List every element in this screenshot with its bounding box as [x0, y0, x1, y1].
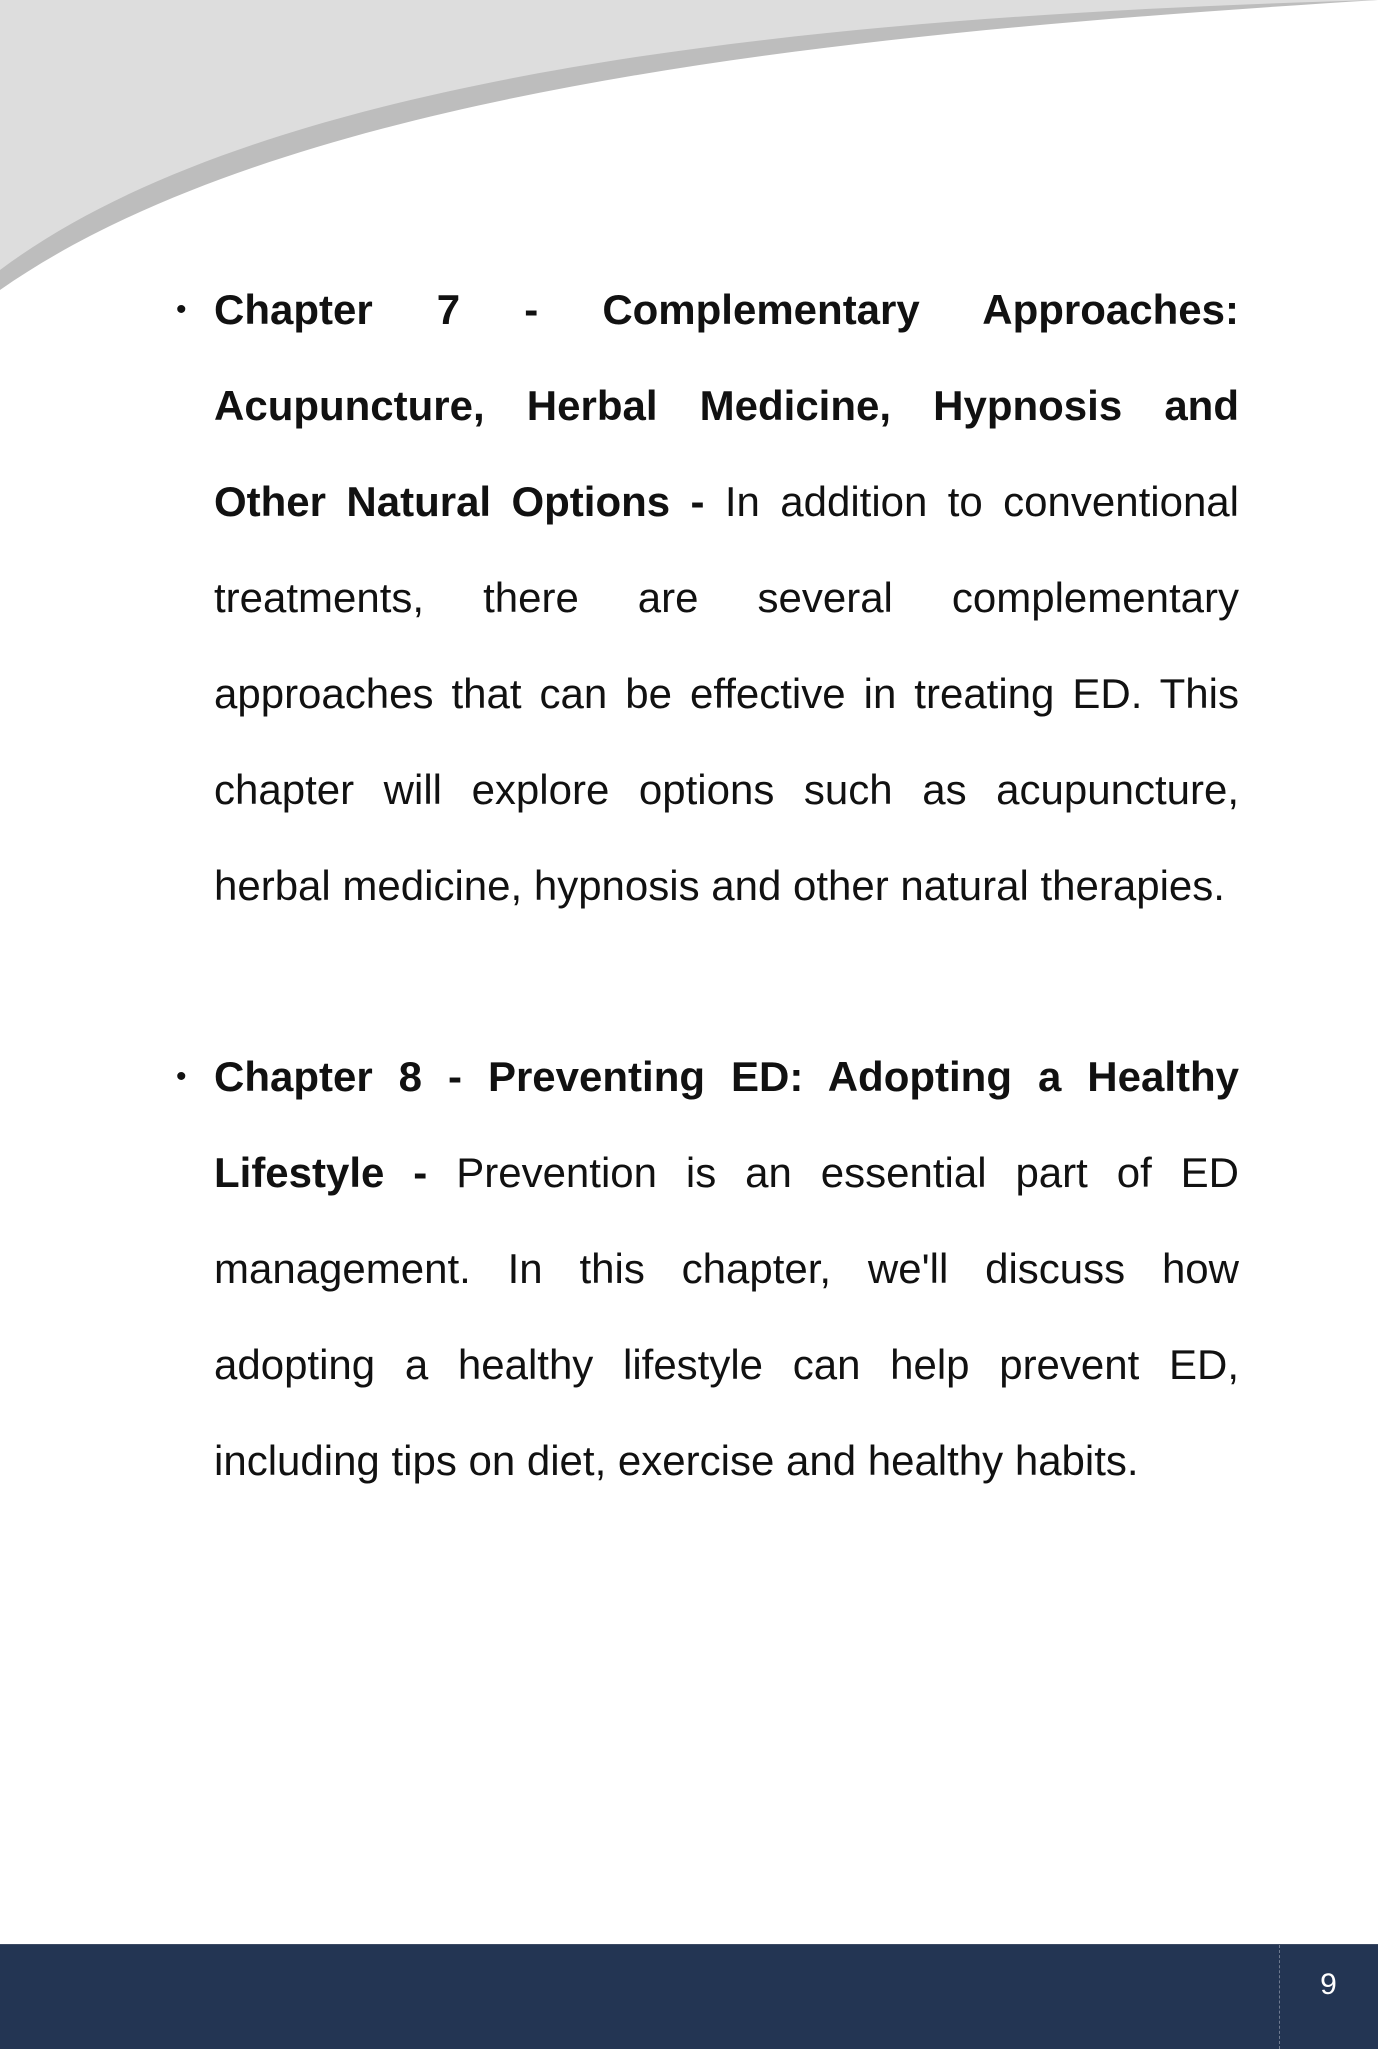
bullet-icon: •: [176, 1060, 187, 1093]
footer-bar: [0, 1944, 1378, 2049]
header-curve-decoration: [0, 0, 1378, 300]
chapter-list: [176, 262, 1239, 1604]
chapter-description: In addition to conventional treatments, there are several complementary approaches that can be effective in treating ED. This chapter will explore options such as acupuncture, herbal medicine, hypnosis and other natural therapies.: [214, 478, 1239, 909]
list-item-chapter-8: [176, 1029, 1239, 1509]
chapter-title: Chapter 8 - Preventing ED: Adopting a Healthy Lifestyle -: [214, 1053, 1239, 1196]
bullet-icon: •: [176, 293, 187, 326]
page-number: 9: [1320, 1968, 1337, 2001]
chapter-title: Chapter 7 - Complementary Approaches: Acupuncture, Herbal Medicine, Hypnosis and Other Natural Options -: [214, 286, 1239, 525]
chapter-description: Prevention is an essential part of ED management. In this chapter, we'll discuss how adopting a healthy lifestyle can help prevent ED, including tips on diet, exercise and healthy habits.: [214, 1149, 1239, 1484]
list-item-chapter-7: [176, 262, 1239, 934]
